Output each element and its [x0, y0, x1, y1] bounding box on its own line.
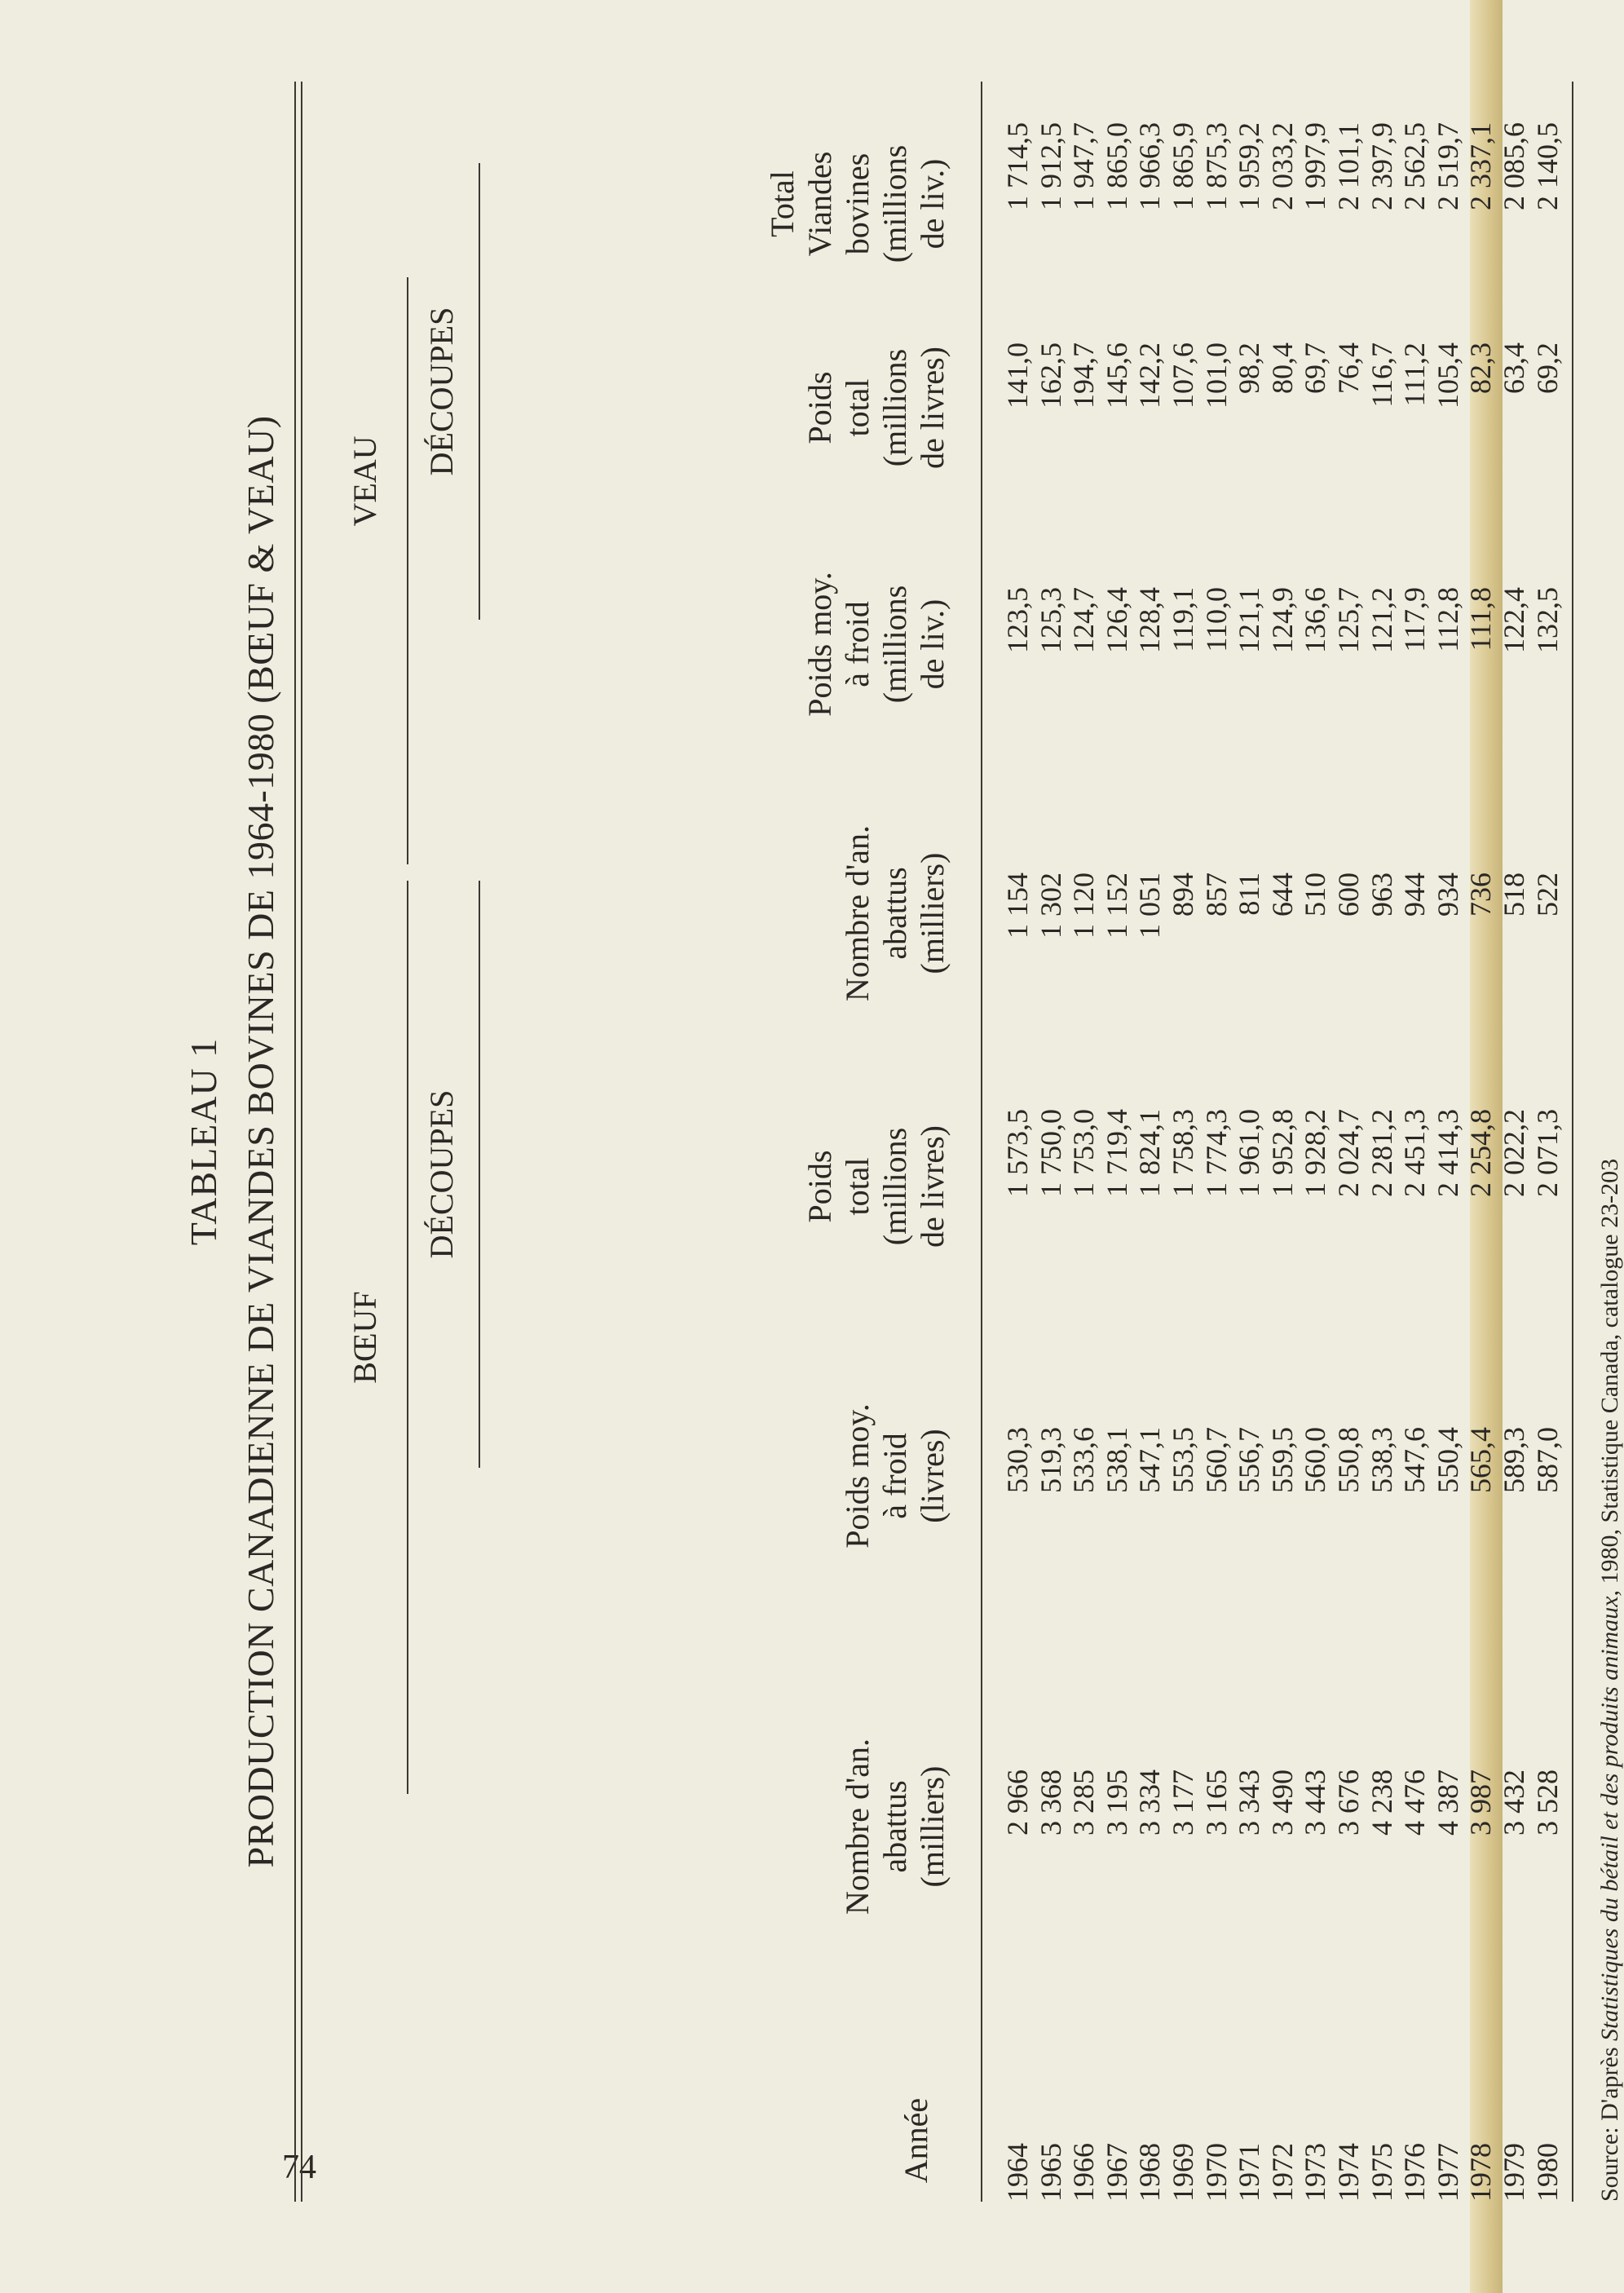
table-cell: 4 387: [1431, 1769, 1464, 1836]
table-cell: 1973: [1299, 2143, 1332, 2202]
table-cell: 550,8: [1331, 1427, 1365, 1493]
source-prefix: Source: D'après: [1596, 2040, 1623, 2202]
group-veau: VEAU: [346, 435, 383, 527]
table-cell: 3 987: [1464, 1769, 1498, 1836]
table-cell: 116,7: [1365, 342, 1398, 408]
header-boeuf-nombre: Nombre d'an. abattus (milliers): [839, 1738, 951, 1915]
table-cell: 117,9: [1398, 587, 1432, 652]
table-cell: 1 152: [1100, 873, 1133, 939]
table-cell: 1 774,3: [1199, 1109, 1233, 1197]
table-cell: 3 528: [1530, 1769, 1564, 1836]
table-cell: 119,1: [1166, 587, 1199, 652]
header-total: Total Viandes bovines (millions de liv.): [764, 144, 951, 263]
table-cell: 80,4: [1265, 342, 1299, 394]
table-title: PRODUCTION CANADIENNE DE VIANDES BOVINES DE 1964-1980 (BŒUF & VEAU): [240, 415, 281, 1868]
table-cell: 518: [1497, 873, 1530, 917]
table-cell: 811: [1233, 873, 1266, 916]
table-cell: 644: [1265, 873, 1299, 917]
header-annee: Année: [898, 2097, 934, 2184]
table-cell: 3 165: [1199, 1769, 1233, 1836]
table-cell: 2 562,5: [1398, 122, 1432, 210]
header-veau-poids-total: Poids total (millions de livres): [801, 347, 951, 469]
table-cell: 1967: [1100, 2143, 1133, 2202]
table-cell: 2 033,2: [1265, 122, 1299, 210]
column-total: [1001, 122, 1564, 294]
table-cell: 2 397,9: [1365, 122, 1398, 210]
table-cell: 3 432: [1497, 1769, 1530, 1836]
header-boeuf-poids-total: Poids total (millions de livres): [801, 1125, 951, 1248]
table-cell: 934: [1431, 873, 1464, 917]
bottom-rule: [1572, 82, 1573, 2202]
table-cell: 550,4: [1431, 1427, 1464, 1493]
table-cell: 162,5: [1034, 342, 1067, 409]
table-cell: 122,4: [1497, 587, 1530, 653]
table-cell: 2 337,1: [1464, 122, 1498, 210]
boeuf-rule: [407, 881, 408, 1794]
table-cell: 547,6: [1398, 1427, 1432, 1493]
column-boeuf-poids-moy: [1001, 1427, 1564, 1557]
table-cell: 76,4: [1331, 342, 1365, 394]
table-cell: 560,7: [1199, 1427, 1233, 1493]
table-cell: 110,0: [1199, 587, 1233, 652]
table-cell: 1 758,3: [1166, 1109, 1199, 1197]
table-cell: 141,0: [1001, 342, 1034, 409]
table-cell: 1 959,2: [1233, 122, 1266, 210]
table-cell: 82,3: [1464, 342, 1498, 394]
table-cell: 1 952,8: [1265, 1109, 1299, 1197]
table-cell: 1 966,3: [1133, 122, 1167, 210]
table-cell: 538,1: [1100, 1427, 1133, 1493]
column-annee: [1001, 2088, 1564, 2202]
table-cell: 589,3: [1497, 1427, 1530, 1493]
table-cell: 1 865,9: [1166, 122, 1199, 210]
table-cell: 194,7: [1067, 342, 1101, 409]
table-cell: 559,5: [1265, 1427, 1299, 1493]
table-cell: 1 912,5: [1034, 122, 1067, 210]
table-cell: 1979: [1497, 2143, 1530, 2202]
table-cell: 1964: [1001, 2143, 1034, 2202]
group-boeuf: BŒUF: [346, 1291, 383, 1384]
group-decoupes-boeuf: DÉCOUPES: [423, 1089, 460, 1259]
table-cell: 1 961,0: [1233, 1109, 1266, 1197]
decoupes-veau-rule: [479, 163, 480, 620]
table-number: TABLEAU 1: [183, 1037, 224, 1246]
top-rule-1: [294, 82, 296, 2202]
table-cell: 1 865,0: [1100, 122, 1133, 210]
table-cell: 1 750,0: [1034, 1109, 1067, 1197]
table-cell: 1 997,9: [1299, 122, 1332, 210]
column-veau-nombre: [1001, 873, 1564, 995]
table-cell: 4 476: [1398, 1769, 1432, 1836]
decoupes-boeuf-rule: [479, 881, 480, 1468]
table-cell: 3 177: [1166, 1769, 1199, 1836]
table-cell: 128,4: [1133, 587, 1167, 653]
rotated-table-sheet: [157, 82, 1623, 2202]
table-cell: 2 024,7: [1331, 1109, 1365, 1197]
table-cell: 2 451,3: [1398, 1109, 1432, 1197]
table-cell: 1 947,7: [1067, 122, 1101, 210]
table-cell: 121,2: [1365, 587, 1398, 653]
table-cell: 3 490: [1265, 1769, 1299, 1836]
table-cell: 530,3: [1001, 1427, 1034, 1493]
table-cell: 565,4: [1464, 1427, 1498, 1493]
table-cell: 3 443: [1299, 1769, 1332, 1836]
table-cell: 2 101,1: [1331, 122, 1365, 210]
table-cell: 600: [1331, 873, 1365, 917]
top-rule-2: [301, 82, 302, 2202]
table-cell: 1972: [1265, 2143, 1299, 2202]
table-cell: 4 238: [1365, 1769, 1398, 1836]
table-cell: 121,1: [1233, 587, 1266, 653]
table-cell: 142,2: [1133, 342, 1167, 409]
table-cell: 1 302: [1034, 873, 1067, 939]
table-cell: 519,3: [1034, 1427, 1067, 1493]
table-cell: 1970: [1199, 2143, 1233, 2202]
table-cell: 587,0: [1530, 1427, 1564, 1493]
table-cell: 111,2: [1398, 342, 1432, 407]
table-cell: 547,1: [1133, 1427, 1167, 1493]
table-cell: 1980: [1530, 2143, 1564, 2202]
table-cell: 126,4: [1100, 587, 1133, 653]
table-cell: 560,0: [1299, 1427, 1332, 1493]
table-cell: 556,7: [1233, 1427, 1266, 1493]
table-cell: 2 966: [1001, 1769, 1034, 1836]
table-cell: 101,0: [1199, 342, 1233, 409]
table-cell: 1978: [1464, 2143, 1498, 2202]
table-cell: 1971: [1233, 2143, 1266, 2202]
table-cell: 98,2: [1233, 342, 1266, 394]
column-boeuf-poids-total: [1001, 1109, 1564, 1280]
table-cell: 1975: [1365, 2143, 1398, 2202]
veau-rule: [407, 277, 408, 864]
table-cell: 2 254,8: [1464, 1109, 1498, 1197]
source-publication-title: Statistiques du bétail et des produits animaux,: [1596, 1589, 1623, 2041]
table-cell: 963: [1365, 873, 1398, 917]
table-cell: 1 928,2: [1299, 1109, 1332, 1197]
table-cell: 1 573,5: [1001, 1109, 1034, 1197]
column-veau-poids-moy: [1001, 587, 1564, 718]
table-cell: 69,2: [1530, 342, 1564, 394]
table-cell: 1974: [1331, 2143, 1365, 2202]
table-cell: 1 154: [1001, 873, 1034, 939]
table-cell: 553,5: [1166, 1427, 1199, 1493]
table-cell: 2 085,6: [1497, 122, 1530, 210]
table-cell: 1 714,5: [1001, 122, 1034, 210]
source-suffix: 1980, Statistique Canada, catalogue 23-203: [1596, 1158, 1623, 1590]
table-cell: 1 051: [1133, 873, 1167, 939]
table-cell: 69,7: [1299, 342, 1332, 394]
table-cell: 3 195: [1100, 1769, 1133, 1836]
table-cell: 857: [1199, 873, 1233, 917]
table-cell: 145,6: [1100, 342, 1133, 409]
table-cell: 124,7: [1067, 587, 1101, 653]
table-cell: 107,6: [1166, 342, 1199, 409]
table-cell: 3 676: [1331, 1769, 1365, 1836]
table-cell: 894: [1166, 873, 1199, 917]
table-cell: 2 022,2: [1497, 1109, 1530, 1197]
table-cell: 112,8: [1431, 587, 1464, 652]
table-cell: 538,3: [1365, 1427, 1398, 1493]
table-cell: 125,7: [1331, 587, 1365, 653]
column-boeuf-nombre: [1001, 1769, 1564, 1908]
table-cell: 1 719,4: [1100, 1109, 1133, 1197]
header-veau-poids-moy: Poids moy. à froid (millions de liv.): [801, 572, 951, 717]
table-cell: 63,4: [1497, 342, 1530, 394]
table-cell: 3 368: [1034, 1769, 1067, 1836]
table-cell: 105,4: [1431, 342, 1464, 409]
table-cell: 510: [1299, 873, 1332, 917]
table-cell: 533,6: [1067, 1427, 1101, 1493]
table-cell: 2 281,2: [1365, 1109, 1398, 1197]
table-cell: 1 120: [1067, 873, 1101, 939]
table-cell: 1 824,1: [1133, 1109, 1167, 1197]
group-decoupes-veau: DÉCOUPES: [423, 307, 460, 476]
table-cell: 132,5: [1530, 587, 1564, 653]
table-cell: 1969: [1166, 2143, 1199, 2202]
header-bottom-rule: [981, 82, 982, 2202]
table-cell: 1968: [1133, 2143, 1167, 2202]
table-cell: 2 071,3: [1530, 1109, 1564, 1197]
table-cell: 2 519,7: [1431, 122, 1464, 210]
table-cell: 3 343: [1233, 1769, 1266, 1836]
page-number: 74: [282, 2149, 316, 2186]
header-boeuf-poids-moy: Poids moy. à froid (livres): [839, 1403, 951, 1549]
table-cell: 3 285: [1067, 1769, 1101, 1836]
table-cell: 1 875,3: [1199, 122, 1233, 210]
column-veau-poids-total: [1001, 342, 1564, 473]
table-cell: 3 334: [1133, 1769, 1167, 1836]
table-cell: 1966: [1067, 2143, 1101, 2202]
table-cell: 111,8: [1464, 587, 1498, 652]
table-cell: 124,9: [1265, 587, 1299, 653]
table-cell: 522: [1530, 873, 1564, 917]
table-cell: 1965: [1034, 2143, 1067, 2202]
table-cell: 123,5: [1001, 587, 1034, 653]
table-cell: 2 140,5: [1530, 122, 1564, 210]
table-cell: 2 414,3: [1431, 1109, 1464, 1197]
source-note: [1596, 1159, 1624, 2202]
table-cell: 1976: [1398, 2143, 1432, 2202]
header-veau-nombre: Nombre d'an. abattus (milliers): [839, 824, 951, 1002]
table-cell: 136,6: [1299, 587, 1332, 653]
table-cell: 736: [1464, 873, 1498, 917]
table-cell: 944: [1398, 873, 1432, 917]
table-cell: 1977: [1431, 2143, 1464, 2202]
table-cell: 125,3: [1034, 587, 1067, 653]
table-cell: 1 753,0: [1067, 1109, 1101, 1197]
